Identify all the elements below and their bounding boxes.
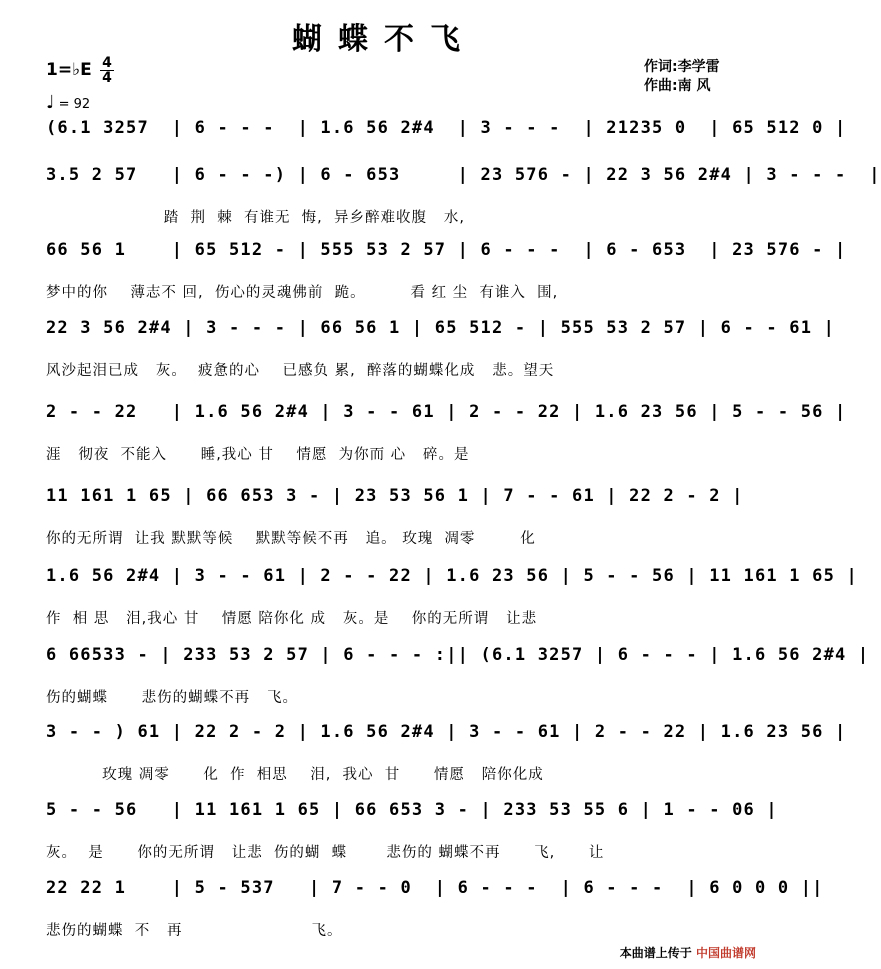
tempo-marking [46,92,90,113]
credits [644,58,720,96]
notation-line: (6.1 3257 | 6 - - - | 1.6 56 2#4 | 3 - - - | 21235 0 | 65 512 0 | [46,118,847,138]
lyrics-line: 灰。 是 你的无所谓 让悲 伤的蝴 蝶 悲伤的 蝴蝶不再 飞, 让 [46,845,605,861]
score-system [0,878,824,948]
site-logo[interactable]: 中国曲谱网 [695,946,756,960]
lyrics-line: 踏 荆 棘 有谁无 悔, 异乡醉难收腹 水, [46,210,465,226]
quarter-note-icon: ♩ [46,92,55,113]
notation-line: 1.6 56 2#4 | 3 - - 61 | 2 - - 22 | 1.6 23 56 | 5 - - 56 | 11 161 1 65 | [46,566,858,586]
time-signature-bottom: 4 [102,70,112,86]
lyrics-line: 悲伤的蝴蝶 不 再 飞。 [46,923,343,939]
time-signature [100,56,114,85]
score-system [0,165,881,235]
time-signature-top: 4 [100,56,114,71]
lyrics-line: 作 相 思 泪,我心 甘 情愿 陪你化 成 灰。是 你的无所谓 让悲 [46,611,538,627]
notation-line: 3.5 2 57 | 6 - - -) | 6 - 653 | 23 576 - | 22 3 56 2#4 | 3 - - - | [46,165,881,185]
notation-line: 22 3 56 2#4 | 3 - - - | 66 56 1 | 65 512 - | 555 53 2 57 | 6 - - 61 | [46,318,836,338]
lyrics-line: 梦中的你 薄志不 回, 伤心的灵魂佛前 跪。 看 红 尘 有谁入 围, [46,285,559,301]
lyrics-line: 风沙起泪已成 灰。 疲惫的心 已感负 累, 醉落的蝴蝶化成 悲。望天 [46,363,555,379]
lyrics-line: 伤的蝴蝶 悲伤的蝴蝶不再 飞。 [46,690,298,706]
notation-line: 11 161 1 65 | 66 653 3 - | 23 53 56 1 | 7 - - 61 | 22 2 - 2 | [46,486,744,506]
score-system [0,722,847,792]
lyricist: 作词:李学雷 [644,59,720,75]
notation-line: 22 22 1 | 5 - 537 | 7 - - 0 | 6 - - - | 6 - - - | 6 0 0 0 || [46,878,824,898]
upload-credit [620,944,756,961]
lyrics-line: 玫瑰 凋零 化 作 相思 泪, 我心 甘 情愿 陪你化成 [46,767,544,783]
notation-line: 66 56 1 | 65 512 - | 555 53 2 57 | 6 - - - | 6 - 653 | 23 576 - | [46,240,847,260]
tempo-value: = 92 [58,97,91,112]
score-system [0,402,847,472]
score-system [0,800,778,870]
notation-line: 3 - - ) 61 | 22 2 - 2 | 1.6 56 2#4 | 3 - - 61 | 2 - - 22 | 1.6 23 56 | [46,722,847,742]
score-system [0,486,768,556]
score-system [0,318,836,388]
notation-line: 2 - - 22 | 1.6 56 2#4 | 3 - - 61 | 2 - - 22 | 1.6 23 56 | 5 - - 56 | [46,402,847,422]
key-signature: 1=♭E [46,60,92,80]
score-system [0,645,870,715]
page-title: 蝴蝶不飞 [292,22,476,57]
lyrics-line: 涯 彻夜 不能入 睡,我心 甘 情愿 为你而 心 碎。是 [46,447,470,463]
composer: 作曲:南 风 [644,78,711,94]
score-system [0,566,858,636]
notation-line: 5 - - 56 | 11 161 1 65 | 66 653 3 - | 233 53 55 6 | 1 - - 06 | [46,800,778,820]
notation-line: 6 66533 - | 233 53 2 57 | 6 - - - :|| (6.1 3257 | 6 - - - | 1.6 56 2#4 | [46,645,870,665]
score-system [0,240,847,310]
upload-credit-prefix: 本曲谱上传于 [619,946,692,960]
lyrics-line: 你的无所谓 让我 默默等候 默默等候不再 追。 玫瑰 凋零 化 [46,531,536,547]
